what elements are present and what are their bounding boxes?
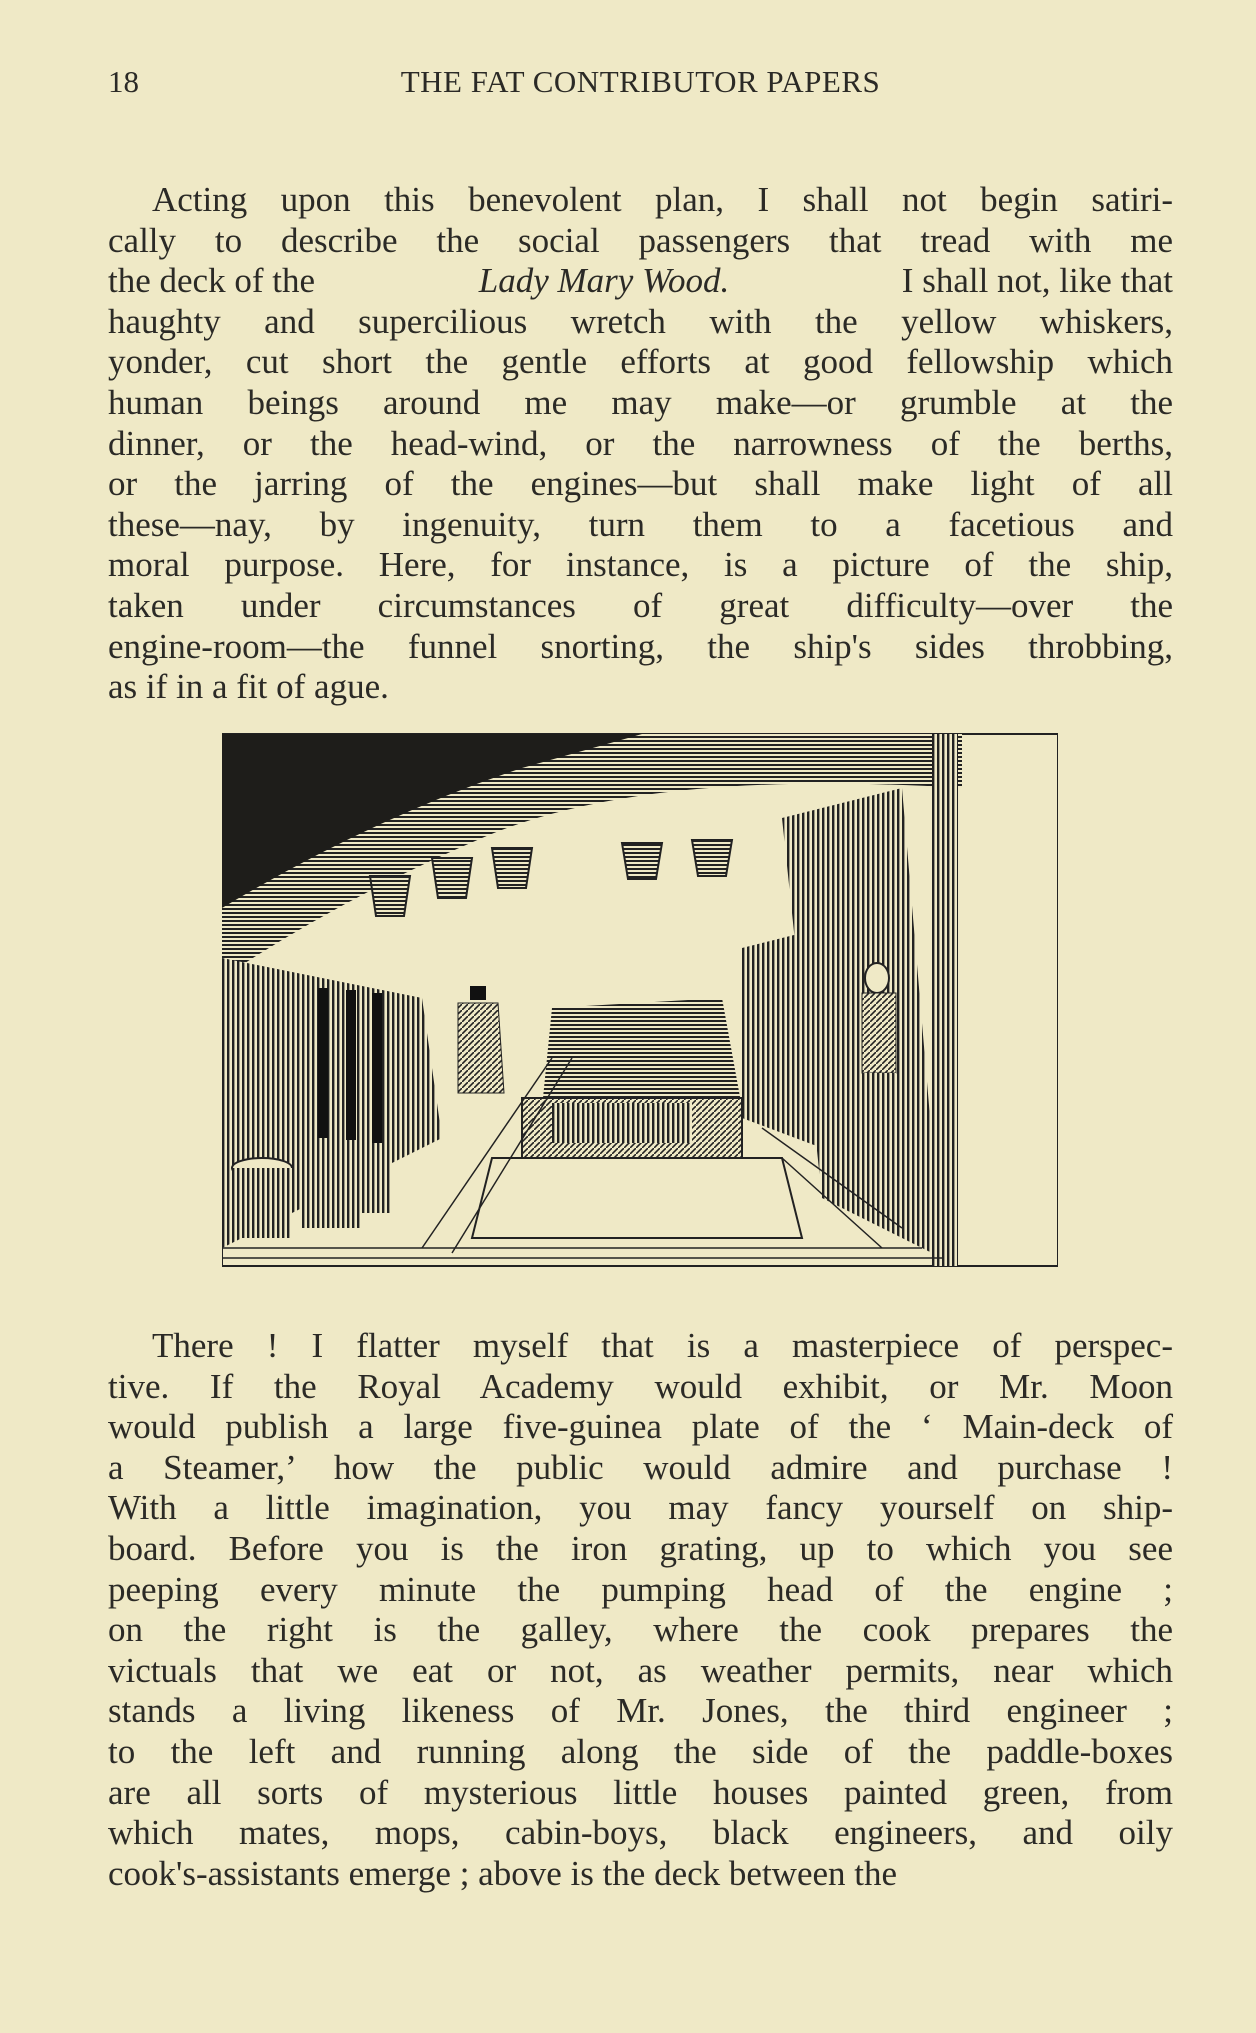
text-line: are all sorts of mysterious little houses painted green, from: [108, 1772, 1173, 1812]
text-line: engine-room—the funnel snorting, the ship's sides throbbing,: [108, 626, 1173, 666]
text-line: board. Before you is the iron grating, up to which you see: [108, 1528, 1173, 1568]
text-line: haughty and supercilious wretch with the yellow whiskers,: [108, 301, 1173, 341]
text-line: yonder, cut short the gentle efforts at good fellowship which: [108, 342, 1173, 382]
text-line: a Steamer,’ how the public would admire and purchase !: [108, 1447, 1173, 1487]
text-line: these—nay, by ingenuity, turn them to a facetious and: [108, 504, 1173, 544]
ship-engraving-illustration: [222, 728, 1058, 1273]
text-line: [108, 261, 1173, 302]
text-line: on the right is the galley, where the cook prepares the: [108, 1610, 1173, 1650]
ship-name-italic: Lady Mary Wood.: [478, 261, 730, 301]
text-line: cally to describe the social passengers that tread with me: [108, 220, 1173, 260]
text-line: victuals that we eat or not, as weather permits, near which: [108, 1650, 1173, 1690]
text-line: as if in a fit of ague.: [108, 667, 389, 707]
running-title: THE FAT CONTRIBUTOR PAPERS: [400, 64, 881, 99]
text-segment: the deck of the: [108, 261, 324, 301]
text-line: stands a living likeness of Mr. Jones, the third engineer ;: [108, 1691, 1173, 1731]
text-line: Acting upon this benevolent plan, I shall not begin satiri-: [152, 180, 1173, 219]
text-line: With a little imagination, you may fancy yourself on ship-: [108, 1488, 1173, 1528]
paragraph-1: [108, 180, 1173, 708]
text-line: to the left and running along the side of the paddle-boxes: [108, 1731, 1173, 1771]
text-line: human beings around me may make—or grumble at the: [108, 382, 1173, 422]
text-line: dinner, or the head-wind, or the narrowness of the berths,: [108, 423, 1173, 463]
text-line: peeping every minute the pumping head of the engine ;: [108, 1569, 1173, 1609]
text-line: tive. If the Royal Academy would exhibit, or Mr. Moon: [108, 1366, 1173, 1406]
text-line: There ! I flatter myself that is a masterpiece of perspec-: [152, 1326, 1173, 1365]
text-line: or the jarring of the engines—but shall make light of all: [108, 464, 1173, 504]
running-header: [108, 64, 1173, 104]
page-number: 18: [108, 64, 139, 99]
paragraph-2: [108, 1326, 1173, 1894]
text-segment: I shall not, like that: [884, 261, 1173, 301]
text-line: which mates, mops, cabin-boys, black engineers, and oily: [108, 1813, 1173, 1853]
text-line: moral purpose. Here, for instance, is a picture of the ship,: [108, 545, 1173, 585]
text-line: cook's-assistants emerge ; above is the deck between the: [108, 1853, 898, 1893]
text-line: would publish a large five-guinea plate of the ‘ Main-deck of: [108, 1407, 1173, 1447]
text-line: taken under circumstances of great difficulty—over the: [108, 585, 1173, 625]
